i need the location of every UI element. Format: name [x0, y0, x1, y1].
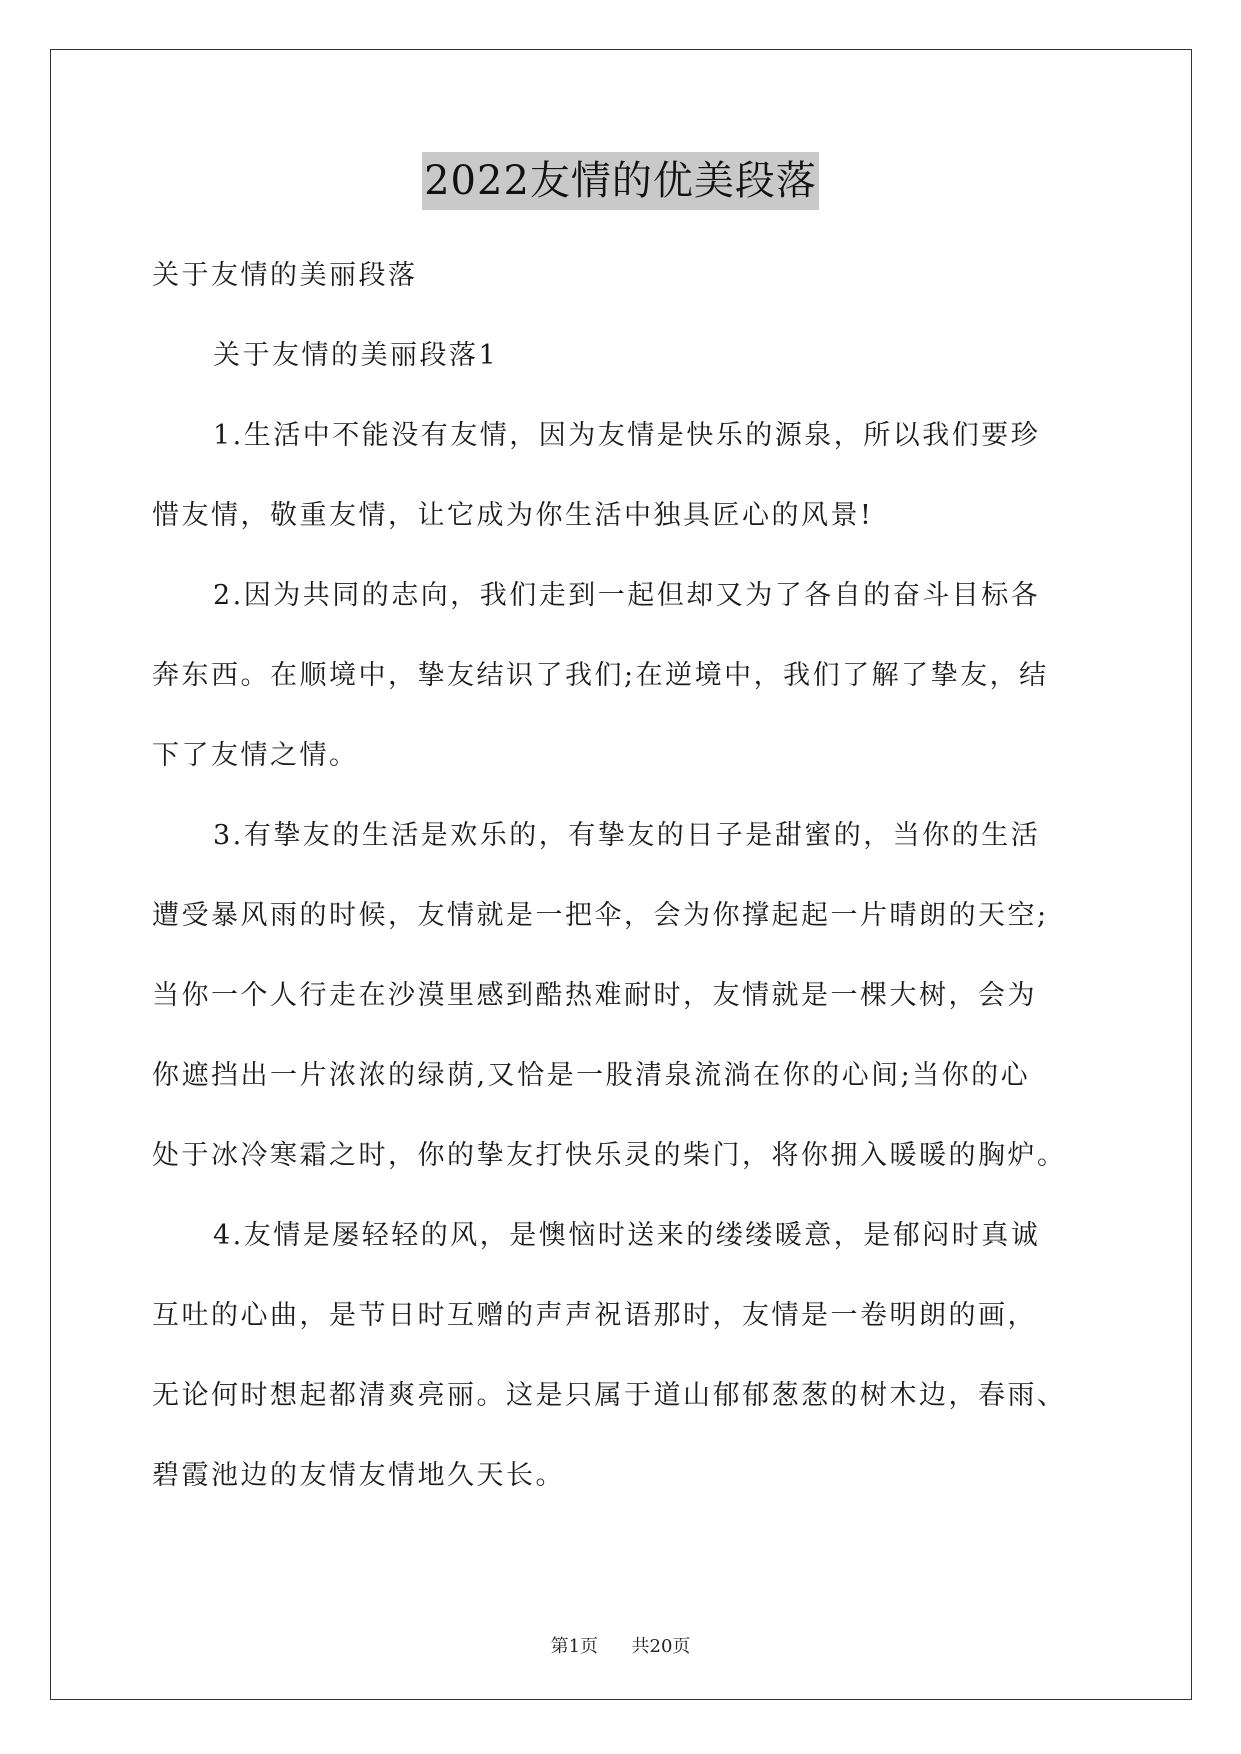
page-number: 第1页	[550, 1636, 599, 1657]
paragraph-2-line-1: 2.因为共同的志向，我们走到一起但却又为了各自的奋斗目标各	[213, 580, 1041, 611]
document-subtitle: 关于友情的美丽段落	[152, 260, 418, 291]
paragraph-4-line-1: 4.友情是屡轻轻的风，是懊恼时送来的缕缕暖意，是郁闷时真诚	[213, 1220, 1041, 1251]
paragraph-2-line-3: 下了友情之情。	[152, 740, 359, 771]
paragraph-4-line-4: 碧霞池边的友情友情地久天长。	[152, 1460, 565, 1491]
paragraph-4-line-3: 无论何时想起都清爽亮丽。这是只属于道山郁郁葱葱的树木边，春雨、	[152, 1380, 1067, 1411]
paragraph-3-line-2: 遭受暴风雨的时候，友情就是一把伞，会为你撑起起一片晴朗的天空;	[152, 900, 1049, 931]
paragraph-3-line-1: 3.有挚友的生活是欢乐的，有挚友的日子是甜蜜的，当你的生活	[213, 820, 1041, 851]
paragraph-1-line-1: 1.生活中不能没有友情，因为友情是快乐的源泉，所以我们要珍	[213, 420, 1041, 451]
page-footer	[0, 1634, 1241, 1660]
paragraph-4-line-2: 互吐的心曲，是节日时互赠的声声祝语那时，友情是一卷明朗的画，	[152, 1300, 1037, 1331]
paragraph-2-line-2: 奔东西。在顺境中，挚友结识了我们;在逆境中，我们了解了挚友，结	[152, 660, 1049, 691]
title-container	[0, 152, 1241, 210]
paragraph-3-line-4: 你遮挡出一片浓浓的绿荫,又恰是一股清泉流淌在你的心间;当你的心	[152, 1060, 1031, 1091]
document-title: 2022友情的优美段落	[422, 152, 819, 210]
paragraph-3-line-5: 处于冰冷寒霜之时，你的挚友打快乐灵的柴门，将你拥入暖暖的胸炉。	[152, 1140, 1067, 1171]
document-body	[152, 236, 1092, 1516]
page-total: 共20页	[631, 1636, 691, 1657]
paragraph-1-line-2: 惜友情，敬重友情，让它成为你生活中独具匠心的风景!	[152, 500, 874, 531]
section-heading: 关于友情的美丽段落1	[213, 340, 499, 371]
paragraph-3-line-3: 当你一个人行走在沙漠里感到酷热难耐时，友情就是一棵大树，会为	[152, 980, 1037, 1011]
